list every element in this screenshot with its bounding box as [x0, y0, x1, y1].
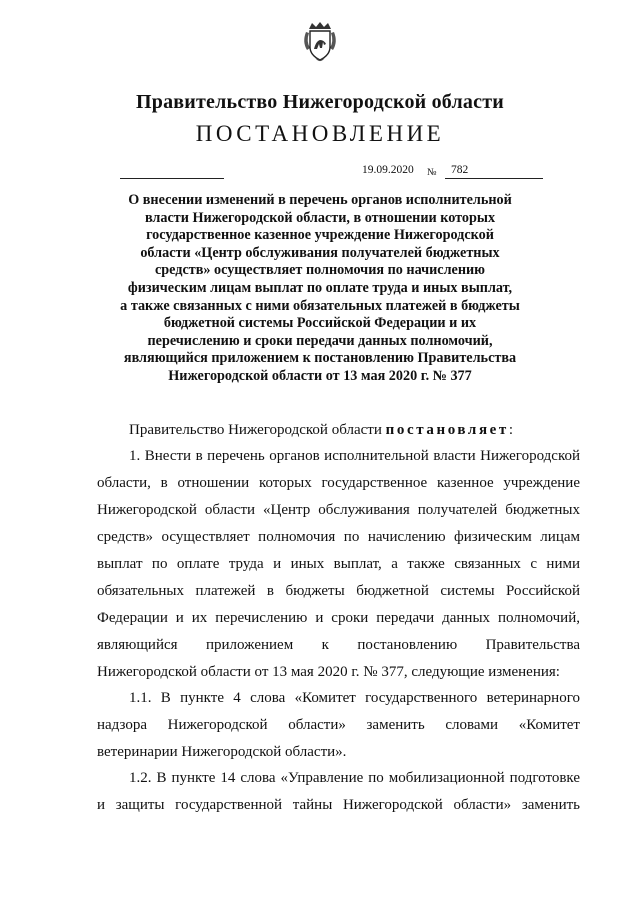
number-sign: № — [427, 167, 437, 178]
paragraph-1-line: Нижегородской области «Центр обслуживания получателей бюджетных — [97, 502, 580, 518]
intro-suffix: : — [508, 422, 514, 438]
subject-line: перечислению и сроки передачи данных полномочий, — [147, 332, 493, 349]
intro-line — [97, 422, 580, 439]
subject-line: О внесении изменений в перечень органов исполнительной — [128, 192, 512, 208]
paragraph-2-line: 1.1. В пункте 4 слова «Комитет государственного ветеринарного — [129, 690, 580, 706]
document-subject — [100, 192, 540, 386]
paragraph-1-line: Федерации и их перечислению и сроки передачи данных полномочий, — [97, 610, 580, 626]
subject-line: Нижегородской области от 13 мая 2020 г. № 377 — [168, 367, 472, 384]
paragraph-2-line: ветеринарии Нижегородской области». — [97, 744, 347, 760]
paragraph-1-line: обязательных платежей в бюджеты бюджетной системы Российской — [97, 583, 580, 599]
subject-line: являющийся приложением к постановлению Правительства — [123, 350, 517, 367]
paragraph-1-line: средств» осуществляет полномочия по начислению физическим лицам — [97, 529, 580, 545]
subject-line: области «Центр обслуживания получателей бюджетных — [140, 244, 500, 261]
paragraph-2-line: надзора Нижегородской области» заменить словами «Комитет — [97, 717, 580, 733]
blank-rule — [120, 178, 224, 179]
paragraph-3-line: 1.2. В пункте 14 слова «Управление по мобилизационной подготовке — [129, 770, 580, 786]
document-type: ПОСТАНОВЛЕНИЕ — [195, 121, 445, 146]
paragraph-1-line: Нижегородской области от 13 мая 2020 г. № 377, следующие изменения: — [97, 664, 560, 680]
coat-of-arms-icon — [302, 20, 338, 64]
paragraph-1-line: являющийся приложением к постановлению Правительства — [97, 637, 580, 653]
paragraph-1-line: 1. Внести в перечень органов исполнительной власти Нижегородской — [129, 448, 580, 464]
subject-line: бюджетной системы Российской Федерации и их — [163, 315, 477, 332]
document-date: 19.09.2020 — [362, 164, 414, 176]
subject-line: государственное казенное учреждение Нижегородской — [146, 227, 494, 244]
subject-line: власти Нижегородской области, в отношении которых — [144, 209, 496, 226]
subject-line: физическим лицам выплат по оплате труда и иных выплат, — [127, 279, 513, 296]
number-rule — [445, 178, 543, 179]
subject-line: а также связанных с ними обязательных платежей в бюджеты — [120, 297, 520, 314]
paragraph-3-line: и защиты государственной тайны Нижегородской области» заменить — [97, 797, 580, 813]
document-number: 782 — [451, 164, 469, 176]
intro-prefix: Правительство Нижегородской области — [129, 422, 386, 438]
subject-line: средств» осуществляет полномочия по начислению — [154, 262, 486, 279]
paragraph-1-line: области, в отношении которых государственное казенное учреждение — [97, 475, 580, 491]
intro-keyword: постановляет — [385, 422, 509, 438]
paragraph-1-line: выплат по оплате труда и иных выплат, а также связанных с ними — [97, 556, 580, 572]
government-title: Правительство Нижегородской области — [136, 91, 504, 113]
